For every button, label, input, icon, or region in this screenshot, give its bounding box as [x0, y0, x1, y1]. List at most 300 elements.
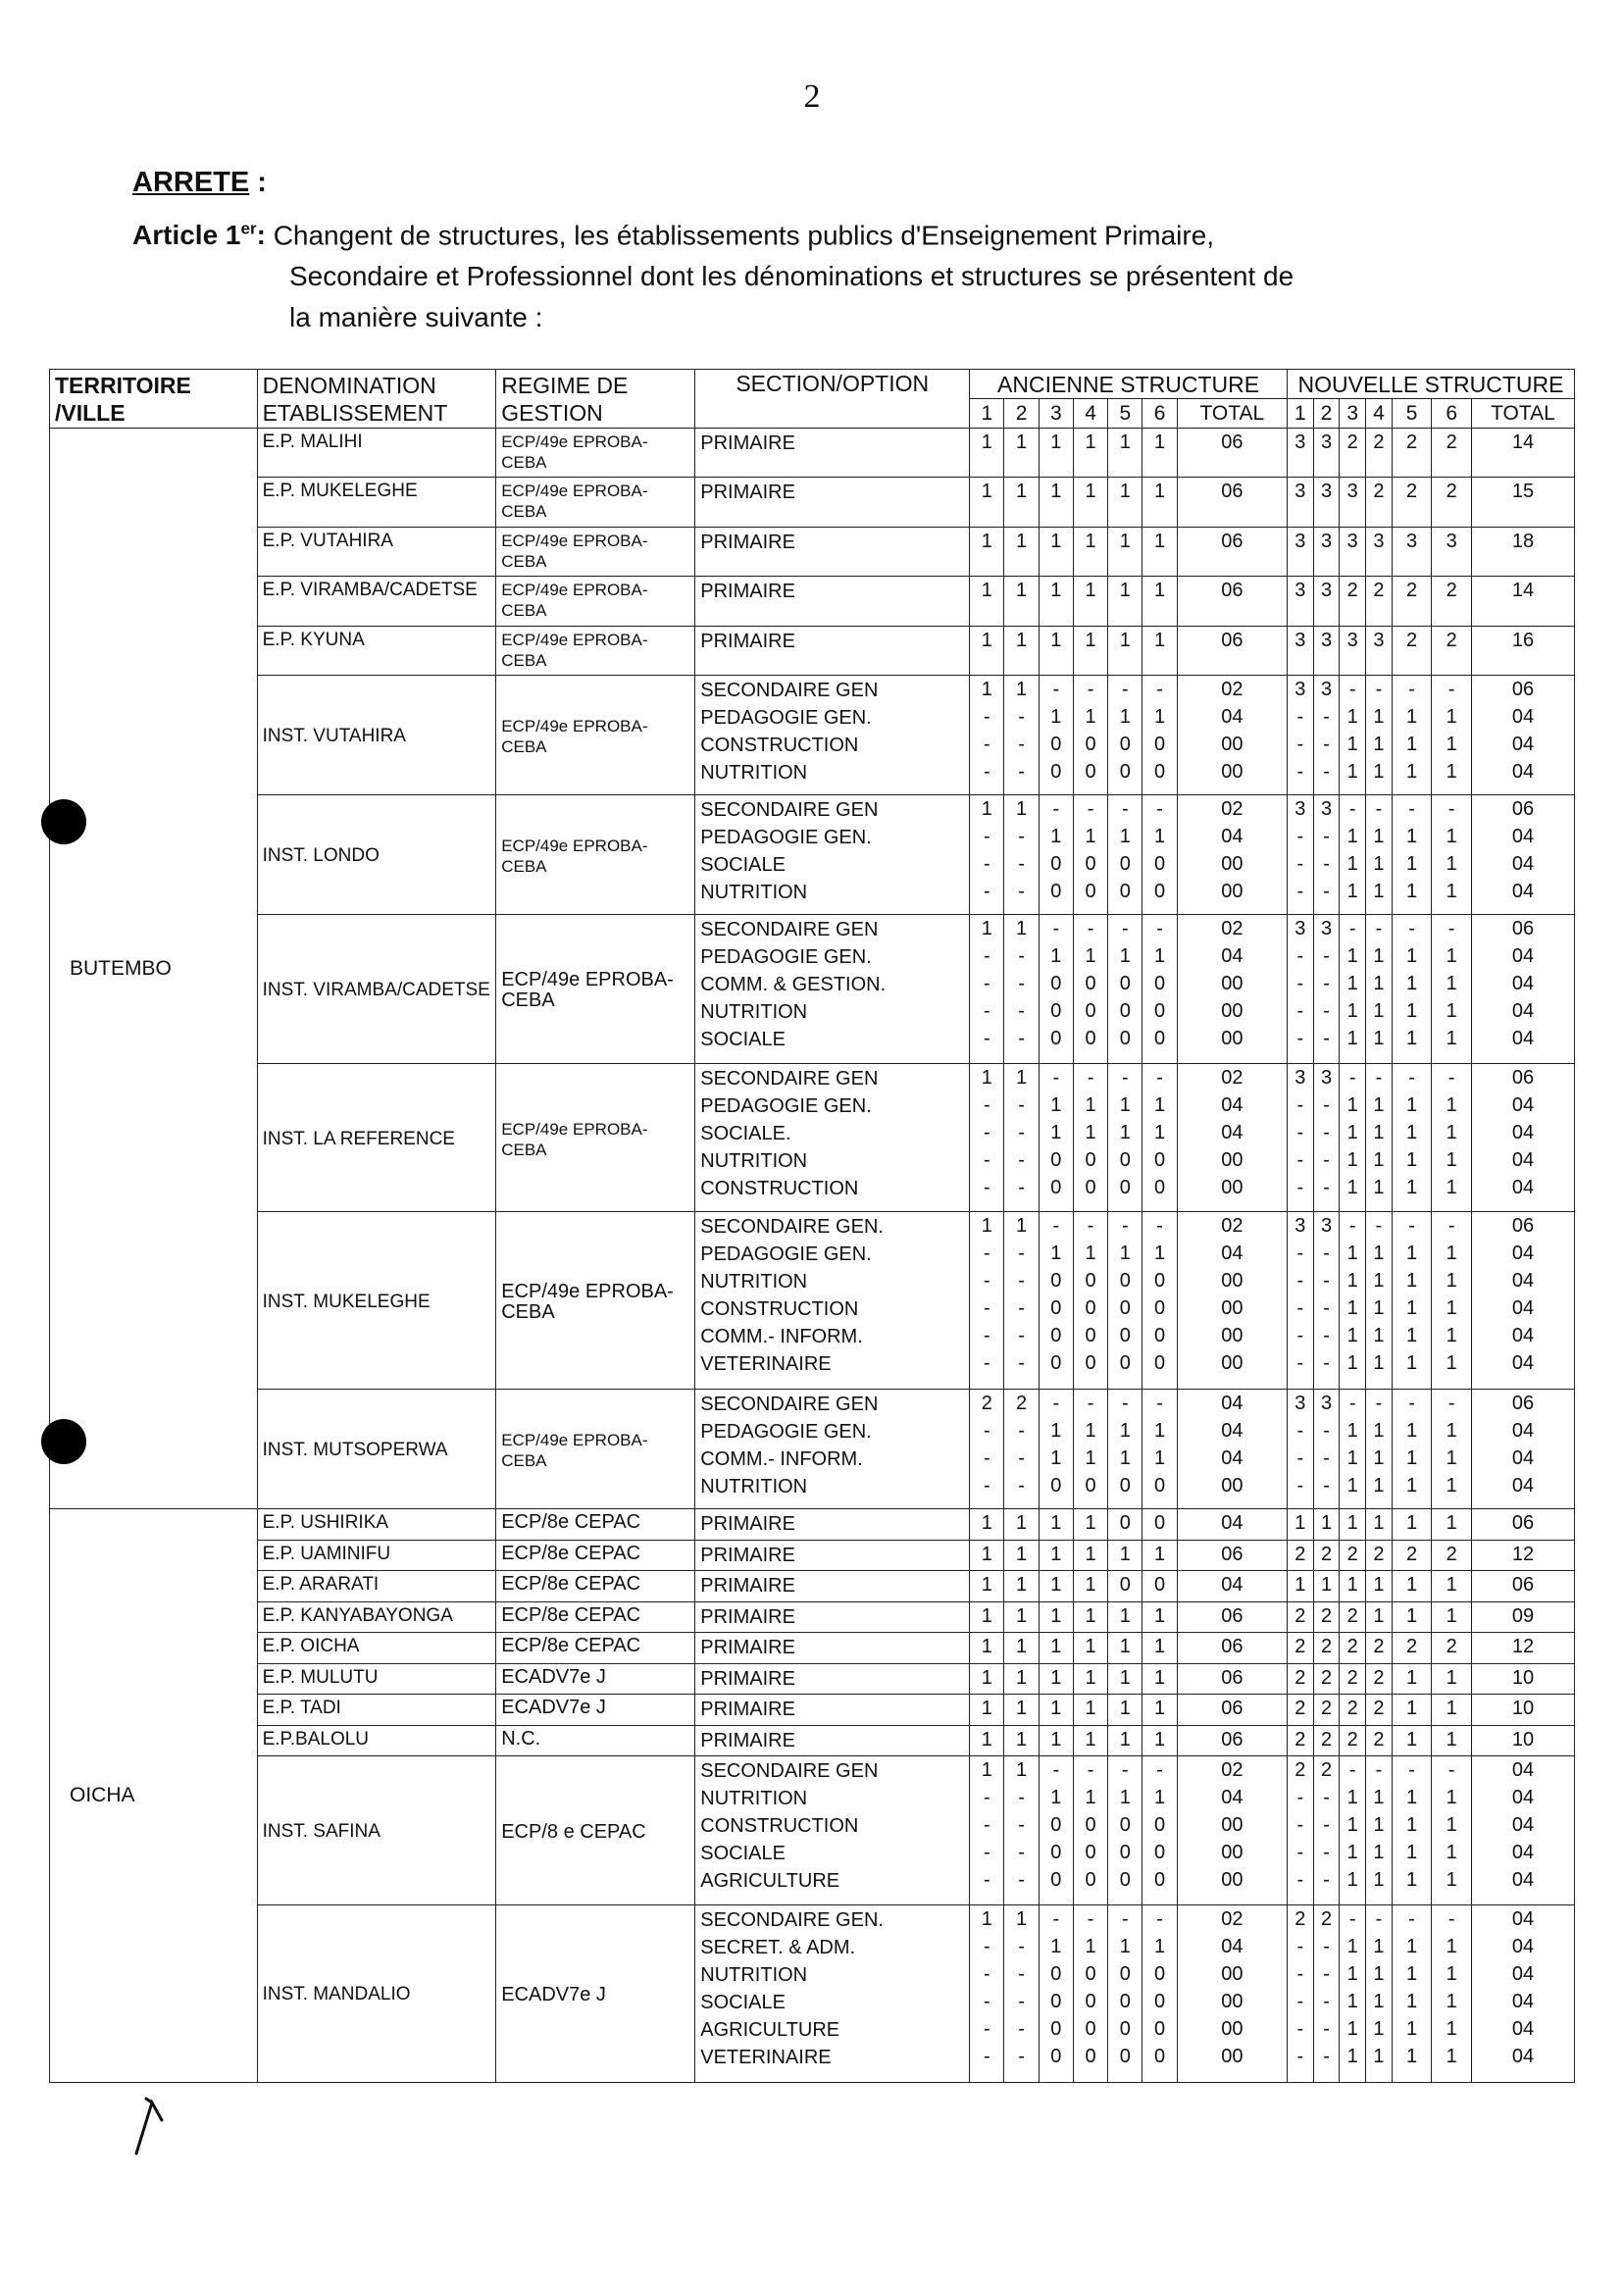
old-value: - — [1018, 1869, 1025, 1892]
new-value: 2 — [1320, 1907, 1333, 1930]
new-structure-col-4 — [1366, 1663, 1393, 1695]
old-value: 1 — [1050, 706, 1062, 729]
new-value: 3 — [1294, 530, 1306, 552]
new-structure-col-2 — [1313, 915, 1340, 1063]
new-value: 1 — [1373, 1352, 1385, 1375]
old-value: 06 — [1221, 1666, 1243, 1689]
new-value: 3 — [1320, 481, 1333, 503]
old-value: - — [1018, 1000, 1025, 1023]
section-option: PRIMAIRE — [700, 630, 795, 652]
new-value: 10 — [1511, 1728, 1535, 1750]
new-structure-col-3 — [1340, 1601, 1366, 1633]
new-value: - — [1323, 881, 1330, 903]
new-value: 1 — [1446, 1935, 1457, 1957]
section-option: PRIMAIRE — [700, 1637, 795, 1659]
old-value: 0 — [1154, 1869, 1166, 1892]
old-value: - — [1018, 1028, 1025, 1050]
new-value: 1 — [1446, 1447, 1457, 1470]
new-structure-col-4 — [1366, 429, 1393, 478]
old-value: 1 — [1016, 798, 1028, 821]
old-structure-col-2 — [1004, 1904, 1039, 2082]
old-structure-col-1 — [970, 429, 1004, 478]
old-value: - — [1052, 798, 1060, 821]
old-value: 04 — [1221, 1447, 1243, 1470]
new-value: 1 — [1346, 1475, 1358, 1497]
old-structure-col-1 — [970, 1063, 1004, 1211]
old-value: 0 — [1085, 881, 1096, 903]
new-value: 06 — [1511, 1574, 1535, 1597]
old-structure-col-6 — [1142, 1571, 1177, 1602]
new-value: 2 — [1373, 481, 1385, 503]
old-structure-col-3 — [1039, 1633, 1073, 1664]
new-value: 1 — [1446, 1420, 1457, 1443]
old-value: 1 — [1085, 826, 1096, 848]
old-value: - — [984, 1962, 990, 1985]
new-structure-col-1 — [1287, 1725, 1313, 1756]
old-value: 0 — [1050, 1176, 1062, 1198]
old-value: 00 — [1221, 1028, 1243, 1050]
table-row — [50, 1212, 1575, 1390]
new-structure-col-5 — [1392, 577, 1432, 626]
old-value: - — [1018, 1990, 1025, 2012]
establishment-name: E.P. KYUNA — [257, 626, 496, 675]
new-value: 1 — [1346, 1243, 1358, 1265]
old-value: 0 — [1119, 734, 1131, 756]
new-value: 2 — [1294, 1666, 1306, 1689]
old-value: 04 — [1221, 1121, 1243, 1143]
old-value: 0 — [1154, 1842, 1166, 1864]
old-value: 0 — [1154, 1352, 1166, 1375]
old-value: 1 — [1154, 1666, 1166, 1689]
old-structure-col-5 — [1108, 1390, 1142, 1509]
new-structure-col-3 — [1340, 429, 1366, 478]
old-value: 06 — [1221, 629, 1243, 651]
new-value: 1 — [1406, 1574, 1418, 1597]
new-value: - — [1296, 1000, 1304, 1023]
section-option: SECONDAIRE GEN — [700, 680, 879, 702]
old-structure-total — [1177, 429, 1287, 478]
header-col-old-5: 5 — [1108, 399, 1142, 429]
section-option: NUTRITION — [700, 762, 808, 785]
section-option: SECONDAIRE GEN — [700, 1067, 879, 1090]
regime-gestion: ECP/49e EPROBA-CEBA — [496, 676, 695, 795]
new-value: 04 — [1511, 1759, 1535, 1782]
new-value: 3 — [1320, 798, 1333, 821]
new-value: 04 — [1511, 2045, 1535, 2067]
new-structure-col-5 — [1392, 478, 1432, 527]
new-value: 1 — [1446, 945, 1457, 968]
new-value: - — [1296, 1148, 1304, 1171]
new-structure-col-6 — [1432, 626, 1472, 675]
new-value: 1 — [1406, 1990, 1418, 2012]
new-value: - — [1323, 1176, 1330, 1198]
old-structure-col-4 — [1073, 577, 1107, 626]
new-structure-col-5 — [1392, 1904, 1432, 2082]
new-value: 1 — [1346, 945, 1358, 968]
new-value: - — [1296, 853, 1304, 876]
regime-gestion: ECP/49e EPROBA- CEBA — [496, 915, 695, 1063]
new-value: - — [1408, 918, 1415, 940]
old-structure-col-2 — [1004, 915, 1039, 1063]
old-value: 1 — [1119, 1604, 1131, 1627]
old-structure-col-1 — [970, 1509, 1004, 1541]
old-value: - — [984, 1990, 990, 2012]
old-structure-col-6 — [1142, 1601, 1177, 1633]
section-option-cell — [695, 1756, 970, 1904]
new-value: 12 — [1511, 1636, 1535, 1658]
new-value: - — [1323, 1325, 1330, 1347]
new-structure-col-4 — [1366, 1601, 1393, 1633]
old-value: - — [1052, 679, 1060, 701]
new-structure-col-4 — [1366, 915, 1393, 1063]
new-value: 1 — [1406, 706, 1418, 729]
old-value: 1 — [1085, 629, 1096, 651]
old-value: 1 — [981, 679, 992, 701]
new-value: 1 — [1346, 1420, 1358, 1443]
old-value: 00 — [1221, 1297, 1243, 1320]
old-value: 00 — [1221, 1176, 1243, 1198]
new-value: 1 — [1446, 1325, 1457, 1347]
old-value: - — [984, 1297, 990, 1320]
new-value: 2 — [1373, 1698, 1385, 1720]
old-structure-total — [1177, 1601, 1287, 1633]
old-value: 1 — [1119, 530, 1131, 552]
old-value: 0 — [1050, 1148, 1062, 1171]
new-value: 3 — [1294, 481, 1306, 503]
new-value: 04 — [1511, 1121, 1535, 1143]
old-value: - — [1018, 1962, 1025, 1985]
new-value: 04 — [1511, 734, 1535, 756]
new-value: 06 — [1511, 679, 1535, 701]
section-option: AGRICULTURE — [700, 2018, 840, 2041]
new-value: 3 — [1320, 1066, 1333, 1089]
old-value: 2 — [981, 1393, 992, 1415]
new-structure-col-6 — [1432, 1663, 1472, 1695]
old-structure-total — [1177, 1212, 1287, 1390]
old-value: - — [984, 1447, 990, 1470]
new-structure-col-5 — [1392, 1390, 1432, 1509]
old-value: - — [984, 706, 990, 729]
new-structure-col-3 — [1340, 527, 1366, 576]
new-value: - — [1323, 945, 1330, 968]
new-structure-total — [1471, 795, 1574, 915]
new-value: 2 — [1320, 1543, 1333, 1565]
new-value: 2 — [1346, 1604, 1358, 1627]
header-col-new-3: 3 — [1340, 399, 1366, 429]
new-value: - — [1408, 798, 1415, 821]
new-structure-col-2 — [1313, 1571, 1340, 1602]
section-option-cell — [695, 1663, 970, 1695]
new-value: 1 — [1320, 1512, 1333, 1535]
old-value: 00 — [1221, 1814, 1243, 1837]
new-structure-total — [1471, 577, 1574, 626]
new-value: 1 — [1446, 881, 1457, 903]
old-value: 1 — [1119, 1420, 1131, 1443]
section-option: NUTRITION — [700, 1788, 808, 1810]
old-value: - — [984, 1869, 990, 1892]
new-value: 1 — [1446, 1666, 1457, 1689]
old-value: 1 — [1016, 431, 1028, 453]
new-value: 1 — [1346, 1935, 1358, 1957]
new-value: 1 — [1373, 1000, 1385, 1023]
old-structure-col-4 — [1073, 626, 1107, 675]
new-structure-col-1 — [1287, 1695, 1313, 1726]
new-value: - — [1323, 1270, 1330, 1293]
old-value: - — [1018, 1787, 1025, 1809]
new-value: 06 — [1511, 918, 1535, 940]
new-value: 1 — [1406, 881, 1418, 903]
new-value: 04 — [1511, 1325, 1535, 1347]
new-value: 3 — [1320, 1215, 1333, 1238]
table-row — [50, 1725, 1575, 1756]
section-option-cell — [695, 1390, 970, 1509]
new-value: 1 — [1373, 973, 1385, 995]
old-structure-col-4 — [1073, 795, 1107, 915]
new-value: 2 — [1406, 481, 1418, 503]
old-value: 1 — [981, 1215, 992, 1238]
new-value: 1 — [1406, 1842, 1418, 1864]
new-structure-col-5 — [1392, 1509, 1432, 1541]
new-value: 04 — [1511, 1787, 1535, 1809]
old-value: - — [1122, 679, 1129, 701]
new-value: 2 — [1320, 1759, 1333, 1782]
section-option-cell — [695, 1904, 970, 2082]
old-structure-col-2 — [1004, 478, 1039, 527]
old-value: 1 — [1085, 481, 1096, 503]
old-value: 0 — [1119, 1814, 1131, 1837]
old-structure-col-3 — [1039, 1756, 1073, 1904]
old-value: 0 — [1050, 734, 1062, 756]
old-value: 0 — [1154, 2045, 1166, 2067]
old-value: 1 — [1050, 580, 1062, 602]
article-line-2: Secondaire et Professionnel dont les dénominations et structures se présentent de — [289, 261, 1294, 292]
new-structure-col-4 — [1366, 478, 1393, 527]
old-structure-col-5 — [1108, 1756, 1142, 1904]
establishment-name: INST. VUTAHIRA — [257, 676, 496, 795]
old-structure-col-4 — [1073, 1601, 1107, 1633]
regime-gestion: ECP/8e CEPAC — [496, 1540, 695, 1571]
new-value: - — [1296, 761, 1304, 784]
old-value: - — [1018, 881, 1025, 903]
old-structure-col-3 — [1039, 1509, 1073, 1541]
new-value: 1 — [1373, 881, 1385, 903]
old-value: - — [1018, 1352, 1025, 1375]
new-value: 2 — [1320, 1728, 1333, 1750]
old-structure-col-2 — [1004, 577, 1039, 626]
new-structure-col-1 — [1287, 1540, 1313, 1571]
old-value: 02 — [1221, 1759, 1243, 1782]
old-value: 1 — [1085, 580, 1096, 602]
old-value: 1 — [1154, 580, 1166, 602]
new-value: 1 — [1346, 1148, 1358, 1171]
old-value: 0 — [1050, 1869, 1062, 1892]
new-value: - — [1323, 1243, 1330, 1265]
old-structure-total — [1177, 676, 1287, 795]
header-col-new-4: 4 — [1366, 399, 1393, 429]
table-row — [50, 429, 1575, 478]
section-option: PRIMAIRE — [700, 1667, 795, 1690]
new-value: 2 — [1320, 1666, 1333, 1689]
old-value: 1 — [1085, 706, 1096, 729]
old-value: - — [1122, 1066, 1129, 1089]
new-value: 2 — [1294, 1543, 1306, 1565]
old-value: - — [1018, 1121, 1025, 1143]
old-value: 1 — [1119, 706, 1131, 729]
old-value: 0 — [1119, 853, 1131, 876]
old-structure-col-3 — [1039, 1695, 1073, 1726]
old-value: 00 — [1221, 761, 1243, 784]
old-value: 0 — [1154, 761, 1166, 784]
old-value: 1 — [1119, 1935, 1131, 1957]
new-structure-col-4 — [1366, 1212, 1393, 1390]
new-value: 2 — [1346, 1666, 1358, 1689]
old-value: 1 — [1154, 1604, 1166, 1627]
section-option: SOCIALE — [700, 1843, 786, 1865]
establishment-name: INST. MUTSOPERWA — [257, 1390, 496, 1509]
old-value: 1 — [1016, 1728, 1028, 1750]
new-value: - — [1296, 945, 1304, 968]
new-value: - — [1323, 761, 1330, 784]
new-structure-col-3 — [1340, 626, 1366, 675]
new-structure-col-2 — [1313, 1663, 1340, 1695]
new-structure-col-6 — [1432, 1509, 1472, 1541]
old-value: 0 — [1119, 1148, 1131, 1171]
table-row — [50, 1663, 1575, 1695]
territoire-cell: OICHA — [50, 1509, 258, 2083]
new-value: 1 — [1446, 1512, 1457, 1535]
new-value: - — [1375, 679, 1383, 701]
new-value: - — [1348, 1066, 1356, 1089]
old-value: 0 — [1154, 1148, 1166, 1171]
old-value: 00 — [1221, 881, 1243, 903]
header-ancienne-structure: ANCIENNE STRUCTURE — [970, 370, 1288, 399]
establishment-name: INST. SAFINA — [257, 1756, 496, 1904]
old-value: - — [1052, 1066, 1060, 1089]
old-value: 1 — [1154, 1636, 1166, 1658]
old-value: 1 — [1119, 1666, 1131, 1689]
old-value: 00 — [1221, 2017, 1243, 2040]
old-value: - — [1156, 1215, 1163, 1238]
new-value: 1 — [1446, 1270, 1457, 1293]
new-value: - — [1348, 798, 1356, 821]
new-value: - — [1323, 1475, 1330, 1497]
old-value: 0 — [1085, 1842, 1096, 1864]
old-structure-col-3 — [1039, 795, 1073, 915]
new-value: 1 — [1446, 1728, 1457, 1750]
old-value: 0 — [1085, 1297, 1096, 1320]
new-structure-col-6 — [1432, 915, 1472, 1063]
old-value: 0 — [1154, 1000, 1166, 1023]
section-option: COMM. & GESTION. — [700, 974, 887, 996]
old-value: 1 — [1016, 1604, 1028, 1627]
new-value: - — [1348, 1759, 1356, 1782]
new-value: - — [1375, 1907, 1383, 1930]
new-value: - — [1447, 1393, 1455, 1415]
new-value: 14 — [1511, 580, 1535, 602]
new-value: - — [1447, 798, 1455, 821]
old-value: 0 — [1085, 1352, 1096, 1375]
old-structure-col-4 — [1073, 1695, 1107, 1726]
old-structure-col-3 — [1039, 676, 1073, 795]
old-value: 06 — [1221, 580, 1243, 602]
new-value: 3 — [1294, 679, 1306, 701]
old-value: 0 — [1085, 973, 1096, 995]
old-value: 0 — [1154, 2017, 1166, 2040]
new-value: 1 — [1446, 1869, 1457, 1892]
new-value: 2 — [1373, 1728, 1385, 1750]
old-value: 0 — [1154, 973, 1166, 995]
old-value: 0 — [1154, 1270, 1166, 1293]
new-value: - — [1375, 918, 1383, 940]
article-label-sup: er — [240, 220, 257, 238]
old-value: - — [1087, 1907, 1094, 1930]
old-value: 1 — [1085, 1935, 1096, 1957]
new-value: 3 — [1294, 431, 1306, 453]
section-option: SECONDAIRE GEN. — [700, 1908, 884, 1931]
new-value: 3 — [1320, 431, 1333, 453]
section-option: PRIMAIRE — [700, 1544, 795, 1566]
new-value: 1 — [1373, 2017, 1385, 2040]
old-structure-total — [1177, 1063, 1287, 1211]
old-value: 1 — [1085, 1728, 1096, 1750]
new-value: 1 — [1346, 1297, 1358, 1320]
new-structure-col-6 — [1432, 1695, 1472, 1726]
new-value: 1 — [1446, 1093, 1457, 1116]
header-regime: REGIME DE GESTION — [496, 370, 695, 429]
old-value: 0 — [1050, 1000, 1062, 1023]
old-structure-col-4 — [1073, 1725, 1107, 1756]
old-structure-col-3 — [1039, 626, 1073, 675]
old-structure-total — [1177, 1571, 1287, 1602]
new-value: - — [1296, 1447, 1304, 1470]
new-value: - — [1323, 2017, 1330, 2040]
new-value: 1 — [1446, 1352, 1457, 1375]
old-value: 0 — [1050, 1962, 1062, 1985]
old-value: 0 — [1119, 1990, 1131, 2012]
old-structure-col-1 — [970, 478, 1004, 527]
old-structure-col-1 — [970, 1601, 1004, 1633]
new-value: 1 — [1406, 1512, 1418, 1535]
new-value: 04 — [1511, 1814, 1535, 1837]
new-value: - — [1323, 1869, 1330, 1892]
new-value: 2 — [1346, 1698, 1358, 1720]
old-structure-total — [1177, 1756, 1287, 1904]
header-col-old-2: 2 — [1004, 399, 1039, 429]
old-value: 0 — [1154, 1814, 1166, 1837]
section-option: NUTRITION — [700, 1476, 808, 1498]
new-structure-col-3 — [1340, 478, 1366, 527]
new-value: - — [1375, 1759, 1383, 1782]
new-value: 2 — [1294, 1698, 1306, 1720]
old-value: - — [1018, 1842, 1025, 1864]
old-structure-col-5 — [1108, 1695, 1142, 1726]
new-value: 2 — [1346, 580, 1358, 602]
old-value: 1 — [1016, 1698, 1028, 1720]
new-value: 1 — [1346, 1176, 1358, 1198]
new-value: - — [1348, 679, 1356, 701]
old-structure-col-5 — [1108, 915, 1142, 1063]
establishment-name: E.P. KANYABAYONGA — [257, 1601, 496, 1633]
old-structure-col-2 — [1004, 1695, 1039, 1726]
old-value: 02 — [1221, 918, 1243, 940]
new-value: 10 — [1511, 1698, 1535, 1720]
old-value: - — [1122, 1759, 1129, 1782]
old-structure-total — [1177, 1509, 1287, 1541]
old-value: 1 — [1154, 1935, 1166, 1957]
new-value: - — [1323, 1352, 1330, 1375]
section-option: PRIMAIRE — [700, 1513, 795, 1536]
old-value: 1 — [1016, 1574, 1028, 1597]
